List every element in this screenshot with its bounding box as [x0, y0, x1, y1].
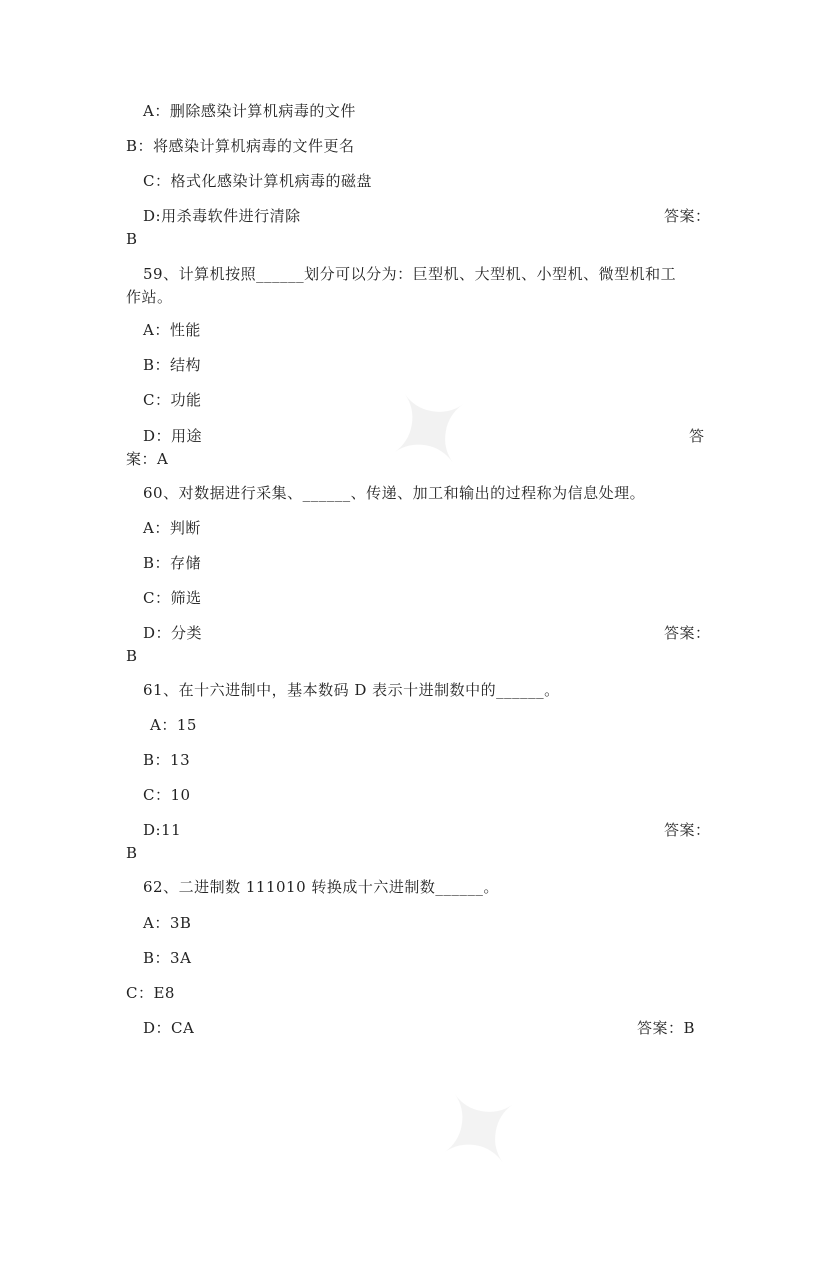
option-c: C：E8 — [126, 984, 175, 1002]
option-b: B：13 — [143, 751, 191, 769]
option-d: D:11 — [143, 821, 182, 839]
option-c: C：10 — [143, 786, 191, 804]
option-c: C：功能 — [143, 391, 202, 409]
option-b: B：存储 — [143, 554, 202, 572]
question-text-continued: 作站。 — [126, 288, 173, 306]
option-d: D:用杀毒软件进行清除 — [143, 207, 301, 225]
answer-label: 答 — [689, 427, 705, 445]
option-a: A：判断 — [143, 519, 201, 537]
watermark: ✦ — [405, 1051, 555, 1209]
option-b: B：将感染计算机病毒的文件更名 — [126, 137, 355, 155]
answer-value: B — [126, 230, 138, 248]
answer-value: B — [126, 647, 138, 665]
question-text: 60、对数据进行采集、______、传递、加工和输出的过程称为信息处理。 — [143, 484, 646, 502]
option-c: C：筛选 — [143, 589, 202, 607]
option-a: A：性能 — [143, 321, 201, 339]
option-d: D：CA — [143, 1019, 195, 1037]
answer-value: 案：A — [126, 450, 169, 468]
option-d: D：用途 — [143, 427, 203, 445]
option-c: C：格式化感染计算机病毒的磁盘 — [143, 172, 372, 190]
option-d: D：分类 — [143, 624, 203, 642]
answer-value: B — [126, 844, 138, 862]
question-text: 61、在十六进制中，基本数码 D 表示十进制数中的______。 — [143, 681, 560, 699]
option-a: A：3B — [143, 914, 192, 932]
option-a: A：15 — [150, 716, 197, 734]
option-a: A：删除感染计算机病毒的文件 — [143, 102, 356, 120]
answer-label: 答案： — [664, 207, 711, 225]
question-text: 59、计算机按照______划分可以分为：巨型机、大型机、小型机、微型机和工 — [143, 265, 677, 283]
question-text: 62、二进制数 111010 转换成十六进制数______。 — [143, 878, 499, 896]
answer-label: 答案： — [664, 821, 711, 839]
option-b: B：3A — [143, 949, 192, 967]
answer-label: 答案： — [664, 624, 711, 642]
answer: 答案：B — [637, 1019, 696, 1037]
watermark: ✦ — [355, 351, 505, 509]
option-b: B：结构 — [143, 356, 202, 374]
